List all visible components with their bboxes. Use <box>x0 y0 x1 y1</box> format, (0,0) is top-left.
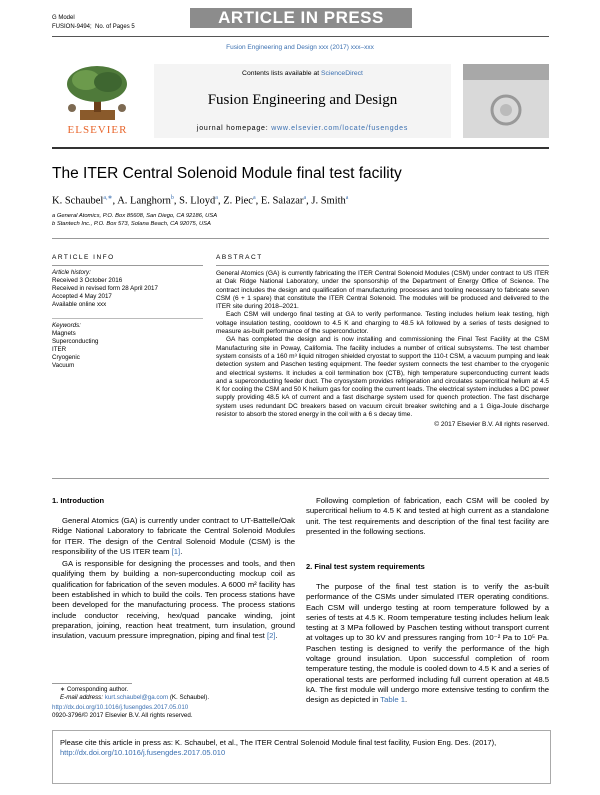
history-item: Available online xxx <box>52 301 107 308</box>
journal-citation-header[interactable]: Fusion Engineering and Design xxx (2017) xxx–xxx <box>226 44 374 51</box>
abstract-paragraph: General Atomics (GA) is currently fabricating the ITER Central Solenoid Modules (CSM) under contract to US ITER at Oak Ridge National Laboratory, under the sponsorship of the Department of Energy Office of Science. The contract includes the design and qualification of manufacturing processes and tooling necessary to fabricate seven CSM (6 + 1 spare) that constitute the ITER Central Solenoid. The modules will be produced and delivered to the ITER site during 2018–2021. <box>216 270 549 311</box>
intro-p2-text: GA is responsible for designing the processes and tools, and then qualifying them by building a non-superconducting mockup coil as qualification for fabrication of the seven modules. A 6000 m² facility has been established in which to build the coils. Ten process stations have been developed for the manufacturing process. The process stations include conductor receiving, hex/quad pancake winding, joint preparation, joining, reaction heat treatment, turn insulation, ground insulation, vacuum pressure impregnation, piping and final test <box>52 559 295 641</box>
author-sup[interactable]: a <box>345 195 349 201</box>
header-divider <box>52 147 549 149</box>
corresponding-note: ∗ Corresponding author. <box>60 686 129 693</box>
section-2-body <box>306 582 549 708</box>
author-sup[interactable]: a <box>215 195 218 201</box>
article-in-press-banner: ARTICLE IN PRESS <box>190 8 412 28</box>
author-sup[interactable]: a <box>252 195 256 201</box>
intro-paragraph: GA is responsible for designing the processes and tools, and then qualifying them by building a non-superconducting mockup coil as qualification for fabrication of the seven modules. A 6000 m² facility has been established in which to build the coils. Ten process stations have been developed for the manufacturing process. The process stations include conductor receiving, hex/quad pancake winding, joint preparation, joining, reaction heat treatment, turn insulation, ground insulation, vacuum pressure impregnation, piping and final test [2]. <box>52 559 295 641</box>
gmodel-label: G Model <box>52 15 75 21</box>
manuscript-meta <box>52 14 135 32</box>
fusion-code: FUSION-9494; <box>52 24 92 30</box>
homepage-link[interactable]: www.elsevier.com/locate/fusengdes <box>271 125 409 132</box>
author: A. Langhorn <box>117 195 171 207</box>
homepage-label: journal homepage: <box>196 125 269 132</box>
abstract-copyright: © 2017 Elsevier B.V. All rights reserved. <box>434 421 549 429</box>
keywords <box>52 322 98 370</box>
contents-line <box>154 70 451 77</box>
affiliation-b: b Stantech Inc., P.O. Box 573, Solana Beach, CA 92075, USA <box>52 221 211 227</box>
doi-link[interactable]: http://dx.doi.org/10.1016/j.fusengdes.2017.05.010 <box>52 704 189 711</box>
keywords-label: Keywords: <box>52 322 81 329</box>
abstract-paragraph: Each CSM will undergo final testing at GA to verify performance. Testing includes helium leak testing, high voltage insulation testing, cooldown to 4.5 K and charging to 48.5 kA followed by a series of tests designed to measure as-built performance of the superconductor. <box>216 311 549 336</box>
doi-block <box>52 704 302 720</box>
intro-body <box>52 516 295 644</box>
keyword: Vacuum <box>52 362 75 369</box>
section-1-heading: 1. Introduction <box>52 496 105 505</box>
keyword: Cryogenic <box>52 354 80 361</box>
author: S. Lloyd <box>179 195 216 207</box>
affiliation-a: a General Atomics, P.O. Box 85608, San Diego, CA 92186, USA <box>52 213 218 219</box>
paper-title: The ITER Central Solenoid Module final test facility <box>52 165 402 182</box>
journal-title: Fusion Engineering and Design <box>207 92 398 108</box>
followup-paragraph: Following completion of fabrication, each CSM will be cooled by supercritical helium to 4.5 K and tested at high current as a standalone unit. The test requirements and description of the final test facility are presented in the following sections. <box>306 496 549 536</box>
author-list: K. Schaubel$^{a,∗}$, A. Langhorn$^b$, S. Lloyd$^a$, Z. Piec$^a$, E. Salazar$^a$, J. Smith$^a$ <box>52 195 349 207</box>
author: Z. Piec <box>223 195 253 207</box>
history-item: Accepted 4 May 2017 <box>52 293 112 300</box>
keyword: Superconducting <box>52 338 99 345</box>
ref-link[interactable]: [2] <box>266 631 276 641</box>
keyword: ITER <box>52 346 67 353</box>
sciencedirect-link[interactable]: ScienceDirect <box>321 70 363 77</box>
cite-text: Please cite this article in press as: K. Schaubel, et al., The ITER Central Solenoid Module final test facility, Fusion Eng. Des. (2017), <box>60 738 497 747</box>
info-divider <box>52 265 203 266</box>
requirements-text: The purpose of the final test station is to verify the as-built performance of the CSMs under simulated ITER operating conditions. Each CSM will undergo testing at room temperature followed by a series of tests at 4.5 K. Room temperature testing includes helium leak testing at 3 MPa followed by Paschen testing without transport current at voltages up to 30 kV and pressures ranging from 10⁻² Pa to 10⁵ Pa. Paschen testing is designed to verify the performance of the high voltage ground insulation. Upon successful completion of room temperature testing, the module is cooled down to 4.5 K and a series of operational tests are performed including full current operation at 48.5 kA. The first module will undergo more extensive testing to confirm the design as depicted in <box>306 582 549 705</box>
ref-link[interactable]: [1] <box>171 546 181 556</box>
author: E. Salazar <box>260 195 304 207</box>
author-sup[interactable]: a <box>303 195 307 201</box>
keywords-divider <box>52 318 203 319</box>
contents-prefix: Contents lists available at <box>242 70 320 77</box>
abstract-label: ABSTRACT <box>216 254 263 261</box>
top-divider <box>52 36 549 37</box>
citation-text <box>60 738 543 758</box>
issn-line: 0920-3796/© 2017 Elsevier B.V. All rights reserved. <box>52 712 193 719</box>
author-sup[interactable]: a,∗ <box>103 195 113 201</box>
abstract-bottom-divider <box>52 478 549 479</box>
history-item: Received in revised form 28 April 2017 <box>52 285 158 292</box>
publisher-name: ELSEVIER <box>67 124 128 136</box>
author: J. Smith <box>311 195 346 207</box>
requirements-paragraph: The purpose of the final test station is to verify the as-built performance of the CSMs under simulated ITER operating conditions. Each CSM will undergo testing at room temperature followed by a series of tests at 4.5 K. Room temperature testing includes helium leak testing at 3 MPa followed by Paschen testing without transport current at voltages up to 30 kV and pressures ranging from 10⁻² Pa to 10⁵ Pa. Paschen testing is designed to verify the performance of the high voltage ground insulation. Upon successful completion of room temperature testing, the module is cooled down to 4.5 K and a series of operational tests are performed including full current operation at 48.5 kA. The first module will undergo more extensive testing to confirm the design as depicted in Table 1. <box>306 582 549 705</box>
author: K. Schaubel <box>52 195 104 207</box>
page-count: No. of Pages 5 <box>95 24 135 30</box>
footnote-divider <box>52 683 132 684</box>
right-column <box>306 496 549 539</box>
intro-p1-text: General Atomics (GA) is currently under contract to UT-Battelle/Oak Ridge National Laboratory to fabricate the Central Solenoid Modules for ITER. The design of the Central Solenoid Module (CSM) is the responsibility of the US ITER team <box>52 516 295 556</box>
email-note <box>60 694 300 702</box>
history-item: Received 3 October 2016 <box>52 277 123 284</box>
article-history <box>52 269 158 309</box>
table-link[interactable]: Table 1 <box>380 695 406 705</box>
cite-doi-link[interactable]: http://dx.doi.org/10.1016/j.fusengdes.2017.05.010 <box>60 748 226 757</box>
intro-paragraph: General Atomics (GA) is currently under contract to UT-Battelle/Oak Ridge National Laboratory to fabricate the Central Solenoid Modules for ITER. The design of the Central Solenoid Module (CSM) is the responsibility of the US ITER team [1]. <box>52 516 295 556</box>
journal-homepage <box>154 125 451 132</box>
email-label: E-mail address: <box>60 694 103 701</box>
email-suffix: (K. Schaubel). <box>169 694 210 701</box>
article-info-label: ARTICLE INFO <box>52 254 115 261</box>
journal-cover-image <box>463 64 549 138</box>
footnotes <box>60 686 300 702</box>
email-link[interactable]: kurt.schaubel@ga.com <box>104 694 169 701</box>
abstract-text <box>216 270 549 430</box>
section-2-heading: 2. Final test system requirements <box>306 562 425 571</box>
author-sup[interactable]: b <box>170 195 174 201</box>
history-label: Article history: <box>52 269 91 276</box>
keyword: Magnets <box>52 330 76 337</box>
affil-divider <box>52 238 549 239</box>
abstract-paragraph: GA has completed the design and is now installing and commissioning the Final Test Facility at the CSM Manufacturing site in Poway, California. The facility includes a number of critical subsystems. The test chamber system consists of a 160 m³ liquid nitrogen shielded cryostat to support the 110-t CSM, a vacuum pumping and leak detection system and Paschen testing equipment. The feeder system connects the test chamber to the cryogenic and electrical systems. It includes a coil termination box (CTB), high temperature superconducting current leads and a superconducting feeder duct. The cryosystem provides refrigeration and circulates supercritical helium at 4.5 K for cooling the CSM and 50 K helium gas for cooling the current leads. The electrical system includes a DC power supply providing 48.5 kA of current and a fast discharge system used for quench protection. The fast discharge system uses redundant DC breakers based on vacuum circuit breaker switching and a 1 Giga-Joule discharge resistor to absorb the stored energy in the coil with a 6 s decay time. <box>216 336 549 419</box>
abstract-divider <box>216 265 549 266</box>
